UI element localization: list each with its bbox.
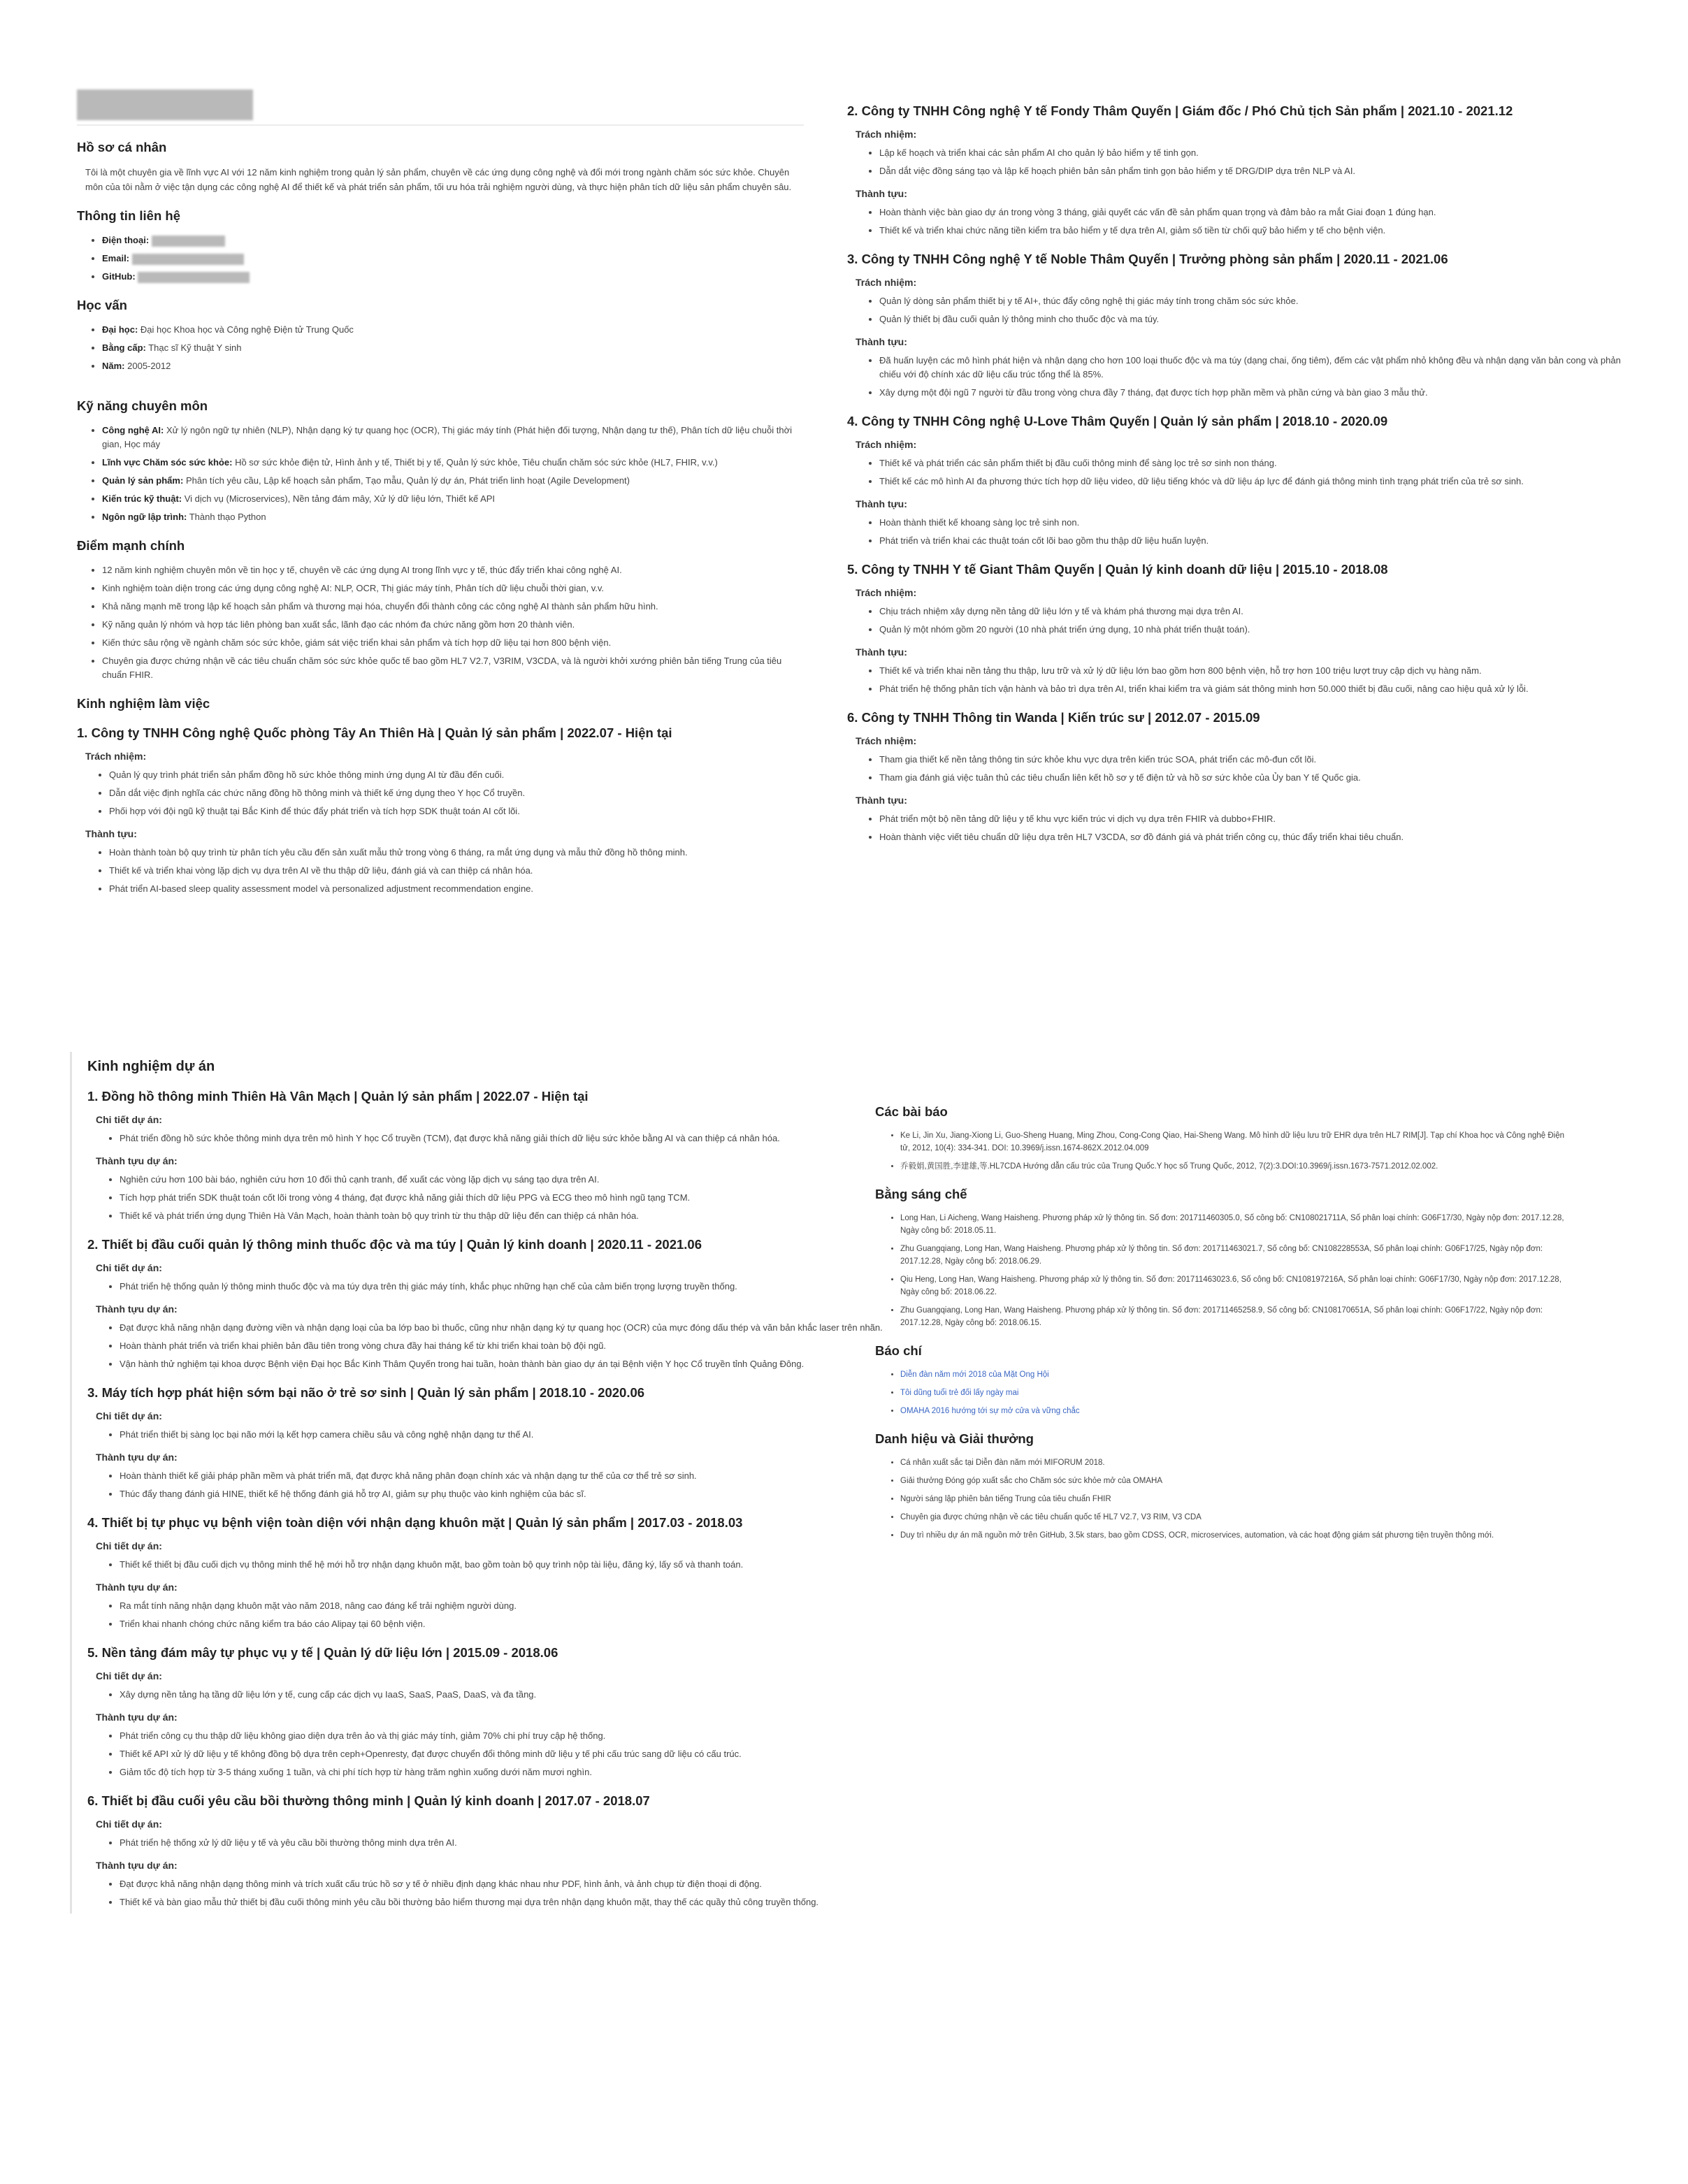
job-2 [847, 103, 1623, 238]
project-achievements-list [87, 1599, 891, 1631]
job-1-title: 1. Công ty TNHH Công nghệ Quốc phòng Tây An Thiên Hà | Quản lý sản phẩm | 2022.07 - Hiện tại [77, 725, 672, 740]
achievements-list [847, 516, 1623, 548]
item-label: Đại học: [102, 324, 138, 335]
list-item: • Hoàn thành thiết kế giải pháp phần mềm và phát triển mã, đạt được khả năng phân đoạn chính xác và nhận dạng tư thế của cơ thể trẻ sơ sinh. [120, 1469, 891, 1483]
divider [77, 124, 804, 126]
phone-label: Điện thoại: [102, 235, 150, 245]
list-item: • Nghiên cứu hơn 100 bài báo, nghiên cứu hơn 10 đối thủ cạnh tranh, để xuất các vòng lặp dịch vụ sáng tạo dựa trên AI. [120, 1173, 891, 1187]
list-item: • Thiết kế và triển khai vòng lặp dịch vụ dựa trên AI về thu thập dữ liệu, đánh giá và can thiệp cá nhân hóa. [109, 864, 807, 878]
project-6 [87, 1793, 891, 1909]
press-heading: Báo chí [875, 1343, 922, 1358]
responsibilities-list [847, 146, 1623, 178]
item-value: Phân tích yêu cầu, Lập kế hoạch sản phẩm, Tạo mẫu, Quản lý dự án, Phát triển linh hoạt (Agile Development) [185, 475, 630, 486]
left-column [77, 89, 807, 900]
list-item [102, 341, 807, 355]
papers-list [875, 1129, 1574, 1173]
project-detail-label: Chi tiết dự án: [96, 1670, 162, 1682]
project-achievements-label: Thành tựu dự án: [96, 1303, 178, 1315]
list-item: • Thiết kế API xử lý dữ liệu y tế không đồng bộ dựa trên ceph+Openresty, đạt được chuyển đổi thông minh dữ liệu y tế phi cấu trúc sang dữ liệu có cấu trúc. [120, 1747, 891, 1761]
contact-github [102, 270, 807, 284]
awards-list [875, 1456, 1574, 1542]
email-label: Email: [102, 253, 130, 263]
project-detail-list [87, 1558, 891, 1572]
misc-section [875, 1090, 1574, 1547]
achievements-list [77, 846, 807, 896]
projects-heading: Kinh nghiệm dự án [87, 1059, 215, 1074]
list-item: • Phát triển đồng hồ sức khỏe thông minh dựa trên mô hình Y học Cổ truyền (TCM), đạt được khả năng giải thích dữ liệu sức khỏe bằng AI và can thiệp cá nhân hóa. [120, 1131, 891, 1145]
project-detail-label: Chi tiết dự án: [96, 1114, 162, 1125]
list-item [102, 424, 807, 451]
project-achievements-label: Thành tựu dự án: [96, 1582, 178, 1593]
list-item: • Dẫn dắt việc đồng sáng tạo và lập kế hoạch phiên bản sản phẩm tinh gọn bảo hiểm y tế DRG/DIP dựa trên NLP và AI. [879, 164, 1623, 178]
list-item: • Zhu Guangqiang, Long Han, Wang Haisheng. Phương pháp xử lý thông tin. Số đơn: 201711465258.9, Số công bố: CN108170651A, Số phân loại chính: G06F17/22, Ngày nộp đơn: 2017.12.28, Ngày công bố: 2018.06.15. [900, 1304, 1574, 1329]
list-item: • Vận hành thử nghiệm tại khoa dược Bệnh viện Đại học Bắc Kinh Thâm Quyến trong hai tuần, hoàn thành bàn giao dự án tại Bệnh viện Y học Cổ truyền tỉnh Quảng Đông. [120, 1357, 891, 1371]
list-item: • Hoàn thành thiết kế khoang sàng lọc trẻ sinh non. [879, 516, 1623, 530]
contact-list [77, 233, 807, 284]
list-item: • Thiết kế và triển khai nền tảng thu thập, lưu trữ và xử lý dữ liệu lớn bao gồm hơn 800 bệnh viện, hỗ trợ hơn 100 triệu lượt truy cập dịch vụ hàng năm. [879, 664, 1623, 678]
profile-heading: Hồ sơ cá nhân [77, 140, 167, 154]
projects-section [70, 1052, 891, 1914]
project-3-title: 3. Máy tích hợp phát hiện sớm bại não ở trẻ sơ sinh | Quản lý sản phẩm | 2018.10 - 2020.06 [87, 1385, 645, 1400]
list-item: • Giải thưởng Đóng góp xuất sắc cho Chăm sóc sức khỏe mở của OMAHA [900, 1475, 1574, 1487]
awards-heading: Danh hiệu và Giải thưởng [875, 1431, 1034, 1446]
list-item: • Thúc đẩy thang đánh giá HINE, thiết kế hệ thống đánh giá hỗ trợ AI, giảm sự phụ thuộc vào kinh nghiệm của bác sĩ. [120, 1487, 891, 1501]
list-item: • Phát triển hệ thống quản lý thông minh thuốc độc và ma túy dựa trên thị giác máy tính, khắc phục những hạn chế của cảm biến trọng lượng truyền thống. [120, 1280, 891, 1294]
list-item [102, 456, 807, 470]
project-achievements-label: Thành tựu dự án: [96, 1452, 178, 1463]
list-item [102, 323, 807, 337]
item-label: Quản lý sản phẩm: [102, 475, 184, 486]
list-item: • 乔毅娟,黄国胜,李建雄,等.HL7CDA Hướng dẫn cấu trúc của Trung Quốc.Y học số Trung Quốc, 2012, 7(2):3.DOI:10.3969/j.issn.1673-7571.2012.02.002. [900, 1160, 1574, 1173]
job-1 [77, 725, 807, 896]
project-detail-label: Chi tiết dự án: [96, 1818, 162, 1830]
list-item: • Thiết kế và phát triển các sản phẩm thiết bị đầu cuối thông minh để sàng lọc trẻ sơ sinh non tháng. [879, 456, 1623, 470]
list-item: • Thiết kế và bàn giao mẫu thử thiết bị đầu cuối thông minh yêu cầu bồi thường bảo hiểm thương mại dựa trên nhận dạng khuôn mặt, thay thế các quầy thủ công truyền thống. [120, 1895, 891, 1909]
list-item: • Kiến thức sâu rộng về ngành chăm sóc sức khỏe, giám sát việc triển khai sản phẩm và tích hợp dữ liệu tại hơn 800 bệnh viện. [102, 636, 807, 650]
list-item [900, 1387, 1574, 1399]
press-link[interactable]: OMAHA 2016 hướng tới sự mở cửa và vững chắc [900, 1407, 1080, 1415]
list-item: • Quản lý quy trình phát triển sản phẩm đồng hồ sức khỏe thông minh ứng dụng AI từ đầu đến cuối. [109, 768, 807, 782]
job-6 [847, 710, 1623, 844]
responsibilities-list [847, 456, 1623, 489]
strengths-list [77, 563, 807, 682]
redacted-email [132, 254, 244, 265]
responsibilities-list [847, 753, 1623, 785]
list-item [900, 1405, 1574, 1417]
list-item: • Dẫn dắt việc định nghĩa các chức năng đồng hồ thông minh và thiết kế ứng dụng theo Y học Cổ truyền. [109, 786, 807, 800]
achievements-label: Thành tựu: [856, 646, 907, 658]
list-item: • Ke Li, Jin Xu, Jiang-Xiong Li, Guo-Sheng Huang, Ming Zhou, Cong-Cong Qiao, Hai-Sheng Wang. Mô hình dữ liệu lưu trữ EHR dựa trên HL7 RIM[J]. Tạp chí Khoa học và Công nghệ Điện tử, 2012, 10(4): 334-341. DOI: 10.3969/j.issn.1674-862X.2012.04.009 [900, 1129, 1574, 1155]
item-label: Kiến trúc kỹ thuật: [102, 493, 182, 504]
list-item: • Người sáng lập phiên bản tiếng Trung của tiêu chuẩn FHIR [900, 1493, 1574, 1505]
item-label: Bằng cấp: [102, 342, 146, 353]
list-item: • Phối hợp với đội ngũ kỹ thuật tại Bắc Kinh để thúc đẩy phát triển và tích hợp SDK thuật toán AI cốt lõi. [109, 804, 807, 818]
project-achievements-label: Thành tựu dự án: [96, 1155, 178, 1166]
list-item: • 12 năm kinh nghiệm chuyên môn về tin học y tế, chuyên về các ứng dụng AI trong lĩnh vực y tế, thúc đẩy triển khai công nghệ AI. [102, 563, 807, 577]
item-label: Lĩnh vực Chăm sóc sức khỏe: [102, 457, 233, 468]
list-item: • Phát triển và triển khai các thuật toán cốt lõi bao gồm thu thập dữ liệu huấn luyện. [879, 534, 1623, 548]
job-5 [847, 562, 1623, 696]
project-achievements-label: Thành tựu dự án: [96, 1860, 178, 1871]
project-detail-list [87, 1131, 891, 1145]
list-item: • Giảm tốc độ tích hợp từ 3-5 tháng xuống 1 tuần, và chi phí tích hợp từ hàng trăm nghìn xuống dưới năm mươi nghìn. [120, 1765, 891, 1779]
project-achievements-list [87, 1321, 891, 1371]
list-item: • Phát triển hệ thống xử lý dữ liệu y tế và yêu cầu bồi thường thông minh dựa trên AI. [120, 1836, 891, 1850]
list-item: • Triển khai nhanh chóng chức năng kiểm tra báo cáo Alipay tại 60 bệnh viện. [120, 1617, 891, 1631]
job-2-title: 2. Công ty TNHH Công nghệ Y tế Fondy Thâm Quyến | Giám đốc / Phó Chủ tịch Sản phẩm | 2021.10 - 2021.12 [847, 103, 1513, 118]
project-detail-list [87, 1836, 891, 1850]
list-item: • Hoàn thành việc bàn giao dự án trong vòng 3 tháng, giải quyết các vấn đề sản phẩm quan trọng và đảm bảo ra mắt Giai đoạn 1 đúng hạn. [879, 205, 1623, 219]
list-item: • Khả năng mạnh mẽ trong lập kế hoạch sản phẩm và thương mại hóa, chuyển đổi thành công các công nghệ AI thành sản phẩm hữu hình. [102, 600, 807, 614]
responsibilities-label: Trách nhiệm: [856, 587, 917, 598]
responsibilities-label: Trách nhiệm: [856, 439, 917, 450]
list-item: • Hoàn thành phát triển và triển khai phiên bản đầu tiên trong vòng chưa đầy hai tháng kể từ khi triển khai toàn bộ đội ngũ. [120, 1339, 891, 1353]
achievements-list [847, 205, 1623, 238]
job-4 [847, 414, 1623, 548]
list-item: • Thiết kế thiết bị đầu cuối dịch vụ thông minh thế hệ mới hỗ trợ nhận dạng khuôn mặt, bao gồm toàn bộ quy trình nộp tài liệu, đăng ký, lấy số và thanh toán. [120, 1558, 891, 1572]
list-item: • Đạt được khả năng nhận dạng thông minh và trích xuất cấu trúc hồ sơ y tế ở nhiều định dạng khác nhau như PDF, hình ảnh, và ảnh chụp từ điện thoại di động. [120, 1877, 891, 1891]
responsibilities-label: Trách nhiệm: [856, 129, 917, 140]
item-label: Ngôn ngữ lập trình: [102, 512, 187, 522]
list-item: • Phát triển công cụ thu thập dữ liệu không giao diện dựa trên ảo và thị giác máy tính, giảm 70% chi phí truy cập hệ thống. [120, 1729, 891, 1743]
list-item: • Tham gia đánh giá việc tuân thủ các tiêu chuẩn liên kết hồ sơ y tế điện tử và hồ sơ sức khỏe của Ủy ban Y tế Quốc gia. [879, 771, 1623, 785]
list-item: • Zhu Guangqiang, Long Han, Wang Haisheng. Phương pháp xử lý thông tin. Số đơn: 201711463021.7, Số công bố: CN108228553A, Số phân loại chính: G06F17/25, Ngày nộp đơn: 2017.12.28, Ngày công bố: 2018.06.29. [900, 1243, 1574, 1268]
project-6-title: 6. Thiết bị đầu cuối yêu cầu bồi thường thông minh | Quản lý kinh doanh | 2017.07 - 2018.07 [87, 1793, 650, 1808]
list-item: • Lập kế hoạch và triển khai các sản phẩm AI cho quản lý bảo hiểm y tế tinh gọn. [879, 146, 1623, 160]
papers-heading: Các bài báo [875, 1104, 948, 1119]
contact-phone [102, 233, 807, 247]
list-item: • Thiết kế và phát triển ứng dụng Thiên Hà Vân Mạch, hoàn thành toàn bộ quy trình từ thu thập dữ liệu đến can thiệp cá nhân hóa. [120, 1209, 891, 1223]
list-item: • Phát triển một bộ nền tảng dữ liệu y tế khu vực kiến trúc vi dịch vụ dựa trên FHIR và dubbo+FHIR. [879, 812, 1623, 826]
list-item: • Thiết kế các mô hình AI đa phương thức tích hợp dữ liệu video, dữ liệu tiếng khóc và dữ liệu áp lực để đánh giá thông minh tình trạng phát triển của trẻ sơ sinh. [879, 475, 1623, 489]
project-1-title: 1. Đồng hồ thông minh Thiên Hà Vân Mạch | Quản lý sản phẩm | 2022.07 - Hiện tại [87, 1089, 589, 1104]
project-detail-label: Chi tiết dự án: [96, 1410, 162, 1422]
list-item: • Hoàn thành việc viết tiêu chuẩn dữ liệu dựa trên HL7 V3CDA, sơ đồ đánh giá và phát triển công cụ, thúc đẩy triển khai tiêu chuẩn. [879, 830, 1623, 844]
item-value: Xử lý ngôn ngữ tự nhiên (NLP), Nhận dạng ký tự quang học (OCR), Thị giác máy tính (Phát hiện đối tượng, Nhận dạng tư thế), Phân tích dữ liệu chuỗi thời gian, Học máy [102, 425, 793, 449]
project-detail-list [87, 1280, 891, 1294]
right-column [847, 89, 1623, 848]
responsibilities-list [77, 768, 807, 818]
job-4-title: 4. Công ty TNHH Công nghệ U-Love Thâm Quyến | Quản lý sản phẩm | 2018.10 - 2020.09 [847, 414, 1388, 428]
project-4 [87, 1515, 891, 1631]
item-value: Đại học Khoa học và Công nghệ Điện tử Trung Quốc [140, 324, 354, 335]
achievements-label: Thành tựu: [85, 828, 137, 839]
patents-heading: Bằng sáng chế [875, 1187, 967, 1201]
project-achievements-list [87, 1469, 891, 1501]
project-achievements-label: Thành tựu dự án: [96, 1712, 178, 1723]
responsibilities-label: Trách nhiệm: [85, 751, 147, 762]
project-2 [87, 1237, 891, 1371]
item-label: Công nghệ AI: [102, 425, 164, 435]
redacted-phone [152, 236, 225, 247]
list-item: • Qiu Heng, Long Han, Wang Haisheng. Phương pháp xử lý thông tin. Số đơn: 201711463023.6, Số công bố: CN108197216A, Số phân loại chính: G06F17/30, Ngày nộp đơn: 2017.12.28, Ngày công bố: 2018.06.22. [900, 1273, 1574, 1299]
project-3 [87, 1385, 891, 1501]
item-value: Vi dịch vụ (Microservices), Nền tảng đám mây, Xử lý dữ liệu lớn, Thiết kế API [184, 493, 496, 504]
job-3 [847, 252, 1623, 400]
patents-list [875, 1212, 1574, 1329]
strengths-heading: Điểm mạnh chính [77, 538, 185, 553]
profile-text: Tôi là một chuyên gia về lĩnh vực AI với 12 năm kinh nghiệm trong quản lý sản phẩm, chuyên về các ứng dụng công nghệ và đổi mới trong ngành chăm sóc sức khỏe. Chuyên môn của tôi nằm ở việc tận dụng các công nghệ AI để thiết kế và phát triển sản phẩm, tối ưu hóa trải nghiệm người dùng, và thực hiện phân tích dữ liệu sản phẩm chuyên sâu. [85, 167, 792, 192]
project-5-title: 5. Nền tảng đám mây tự phục vụ y tế | Quản lý dữ liệu lớn | 2015.09 - 2018.06 [87, 1645, 558, 1660]
list-item: • Đã huấn luyện các mô hình phát hiện và nhận dạng cho hơn 100 loại thuốc độc và ma túy (dạng chai, ống tiêm), đếm các vật phẩm nhỏ không đều và nhận dạng văn bản cong và phản chiếu với độ chính xác dữ liệu cấu trúc tổng thể là 85%. [879, 354, 1623, 382]
skills-heading: Kỹ năng chuyên môn [77, 398, 208, 413]
list-item: • Duy trì nhiều dự án mã nguồn mở trên GitHub, 3.5k stars, bao gồm CDSS, OCR, microservices, automation, và các hoạt động giám sát phương tiện truyền thông mới. [900, 1529, 1574, 1542]
job-6-title: 6. Công ty TNHH Thông tin Wanda | Kiến trúc sư | 2012.07 - 2015.09 [847, 710, 1260, 725]
list-item: • Ra mắt tính năng nhận dạng khuôn mặt vào năm 2018, nâng cao đáng kể trải nghiệm người dùng. [120, 1599, 891, 1613]
achievements-list [847, 664, 1623, 696]
list-item: • Xây dựng một đội ngũ 7 người từ đầu trong vòng chưa đầy 7 tháng, đạt được tích hợp phần mềm và phần cứng và bàn giao 3 mẫu thử. [879, 386, 1623, 400]
work-heading: Kinh nghiệm làm việc [77, 696, 210, 711]
project-4-title: 4. Thiết bị tự phục vụ bệnh viện toàn diện với nhận dạng khuôn mặt | Quản lý sản phẩm | 2017.03 - 2018.03 [87, 1515, 743, 1530]
list-item [102, 474, 807, 488]
job-5-title: 5. Công ty TNHH Y tế Giant Thâm Quyến | Quản lý kinh doanh dữ liệu | 2015.10 - 2018.08 [847, 562, 1388, 577]
press-list [875, 1368, 1574, 1417]
list-item: • Cá nhân xuất sắc tại Diễn đàn năm mới MIFORUM 2018. [900, 1456, 1574, 1469]
list-item: • Long Han, Li Aicheng, Wang Haisheng. Phương pháp xử lý thông tin. Số đơn: 201711460305.0, Số công bố: CN108021711A, Số phân loại chính: G06F17/30, Ngày nộp đơn: 2017.12.28, Ngày công bố: 2018.05.11. [900, 1212, 1574, 1237]
responsibilities-label: Trách nhiệm: [856, 735, 917, 746]
redacted-name [77, 89, 253, 120]
list-item: • Phát triển hệ thống phân tích vận hành và bảo trì dựa trên AI, triển khai kiểm tra và giám sát thông minh hơn 50.000 thiết bị đầu cuối, nâng cao hiệu quả xử lý lỗi. [879, 682, 1623, 696]
project-2-title: 2. Thiết bị đầu cuối quản lý thông minh thuốc độc và ma túy | Quản lý kinh doanh | 2020.11 - 2021.06 [87, 1237, 702, 1252]
list-item [102, 359, 807, 373]
list-item: • Chuyên gia được chứng nhận về các tiêu chuẩn quốc tế HL7 V2.7, V3 RIM, V3 CDA [900, 1511, 1574, 1524]
jobs-left [77, 725, 807, 896]
skills-list [77, 424, 807, 524]
achievements-label: Thành tựu: [856, 795, 907, 806]
achievements-label: Thành tựu: [856, 188, 907, 199]
job-3-title: 3. Công ty TNHH Công nghệ Y tế Noble Thâm Quyến | Trưởng phòng sản phẩm | 2020.11 - 2021.06 [847, 252, 1448, 266]
project-detail-label: Chi tiết dự án: [96, 1540, 162, 1552]
github-label: GitHub: [102, 271, 136, 282]
list-item: • Phát triển AI-based sleep quality assessment model và personalized adjustment recommendation engine. [109, 882, 807, 896]
press-link[interactable]: Diễn đàn năm mới 2018 của Mặt Ong Hội [900, 1371, 1049, 1379]
item-label: Năm: [102, 361, 125, 371]
education-heading: Học vấn [77, 298, 127, 312]
list-item: • Kinh nghiệm toàn diện trong các ứng dụng công nghệ AI: NLP, OCR, Thị giác máy tính, Phân tích dữ liệu chuỗi thời gian, v.v. [102, 581, 807, 595]
list-item: • Tham gia thiết kế nền tảng thông tin sức khỏe khu vực dựa trên kiến trúc SOA, phát triển các mô-đun cốt lõi. [879, 753, 1623, 767]
project-achievements-list [87, 1877, 891, 1909]
achievements-list [847, 812, 1623, 844]
item-value: Thành thạo Python [189, 512, 266, 522]
list-item: • Quản lý thiết bị đầu cuối quản lý thông minh cho thuốc độc và ma túy. [879, 312, 1623, 326]
responsibilities-list [847, 605, 1623, 637]
redacted-github [138, 272, 250, 283]
project-achievements-list [87, 1173, 891, 1223]
list-item: • Hoàn thành toàn bộ quy trình từ phân tích yêu cầu đến sản xuất mẫu thử trong vòng 6 tháng, ra mắt ứng dụng và mẫu thử đồng hồ thông minh. [109, 846, 807, 860]
project-1 [87, 1089, 891, 1223]
achievements-label: Thành tựu: [856, 498, 907, 509]
projects-list [87, 1089, 891, 1909]
jobs-right [847, 103, 1623, 844]
list-item [900, 1368, 1574, 1381]
project-achievements-list [87, 1729, 891, 1779]
list-item: • Kỹ năng quản lý nhóm và hợp tác liên phòng ban xuất sắc, lãnh đạo các nhóm đa chức năng gồm hơn 20 thành viên. [102, 618, 807, 632]
responsibilities-label: Trách nhiệm: [856, 277, 917, 288]
contact-heading: Thông tin liên hệ [77, 208, 180, 223]
list-item: • Đạt được khả năng nhận dạng đường viền và nhận dạng loại của ba lớp bao bì thuốc, cũng như nhận dạng ký tự quang học (OCR) của mực đóng dấu thép và văn bản khắc laser trên nhãn. [120, 1321, 891, 1335]
list-item: • Xây dựng nền tảng hạ tầng dữ liệu lớn y tế, cung cấp các dịch vụ IaaS, SaaS, PaaS, DaaS, và đa tầng. [120, 1688, 891, 1702]
project-detail-label: Chi tiết dự án: [96, 1262, 162, 1273]
press-link[interactable]: Tôi dũng tuổi trẻ đối lấy ngày mai [900, 1389, 1019, 1397]
list-item: • Chuyên gia được chứng nhận về các tiêu chuẩn chăm sóc sức khỏe quốc tế bao gồm HL7 V2.7, V3RIM, V3CDA, và là người khởi xướng phiên bản tiếng Trung của tiêu chuẩn FHIR. [102, 654, 807, 682]
achievements-label: Thành tựu: [856, 336, 907, 347]
list-item [102, 492, 807, 506]
list-item: • Thiết kế và triển khai chức năng tiền kiểm tra bảo hiểm y tế dựa trên AI, giảm số tiền từ chối quỹ bảo hiểm y tế cho bệnh viện. [879, 224, 1623, 238]
item-value: Hồ sơ sức khỏe điện tử, Hình ảnh y tế, Thiết bị y tế, Quản lý sức khỏe, Tiêu chuẩn chăm sóc sức khỏe (HL7, FHIR, v.v.) [235, 457, 718, 468]
contact-email [102, 252, 807, 266]
project-detail-list [87, 1688, 891, 1702]
project-detail-list [87, 1428, 891, 1442]
list-item [102, 510, 807, 524]
item-value: Thạc sĩ Kỹ thuật Y sinh [148, 342, 242, 353]
list-item: • Chịu trách nhiệm xây dựng nền tảng dữ liệu lớn y tế và khám phá thương mại dựa trên AI. [879, 605, 1623, 619]
achievements-list [847, 354, 1623, 400]
list-item: • Quản lý một nhóm gồm 20 người (10 nhà phát triển ứng dụng, 10 nhà phát triển thuật toán). [879, 623, 1623, 637]
item-value: 2005-2012 [127, 361, 171, 371]
list-item: • Quản lý dòng sản phẩm thiết bị y tế AI+, thúc đẩy công nghệ thị giác máy tính trong chăm sóc sức khỏe. [879, 294, 1623, 308]
list-item: • Tích hợp phát triển SDK thuật toán cốt lõi trong vòng 4 tháng, đạt được khả năng giải thích dữ liệu PPG và ECG theo mô hình ngũ tạng TCM. [120, 1191, 891, 1205]
list-item: • Phát triển thiết bị sàng lọc bại não mới lạ kết hợp camera chiều sâu và công nghệ nhận dạng tư thế AI. [120, 1428, 891, 1442]
responsibilities-list [847, 294, 1623, 326]
education-list [77, 323, 807, 373]
project-5 [87, 1645, 891, 1779]
